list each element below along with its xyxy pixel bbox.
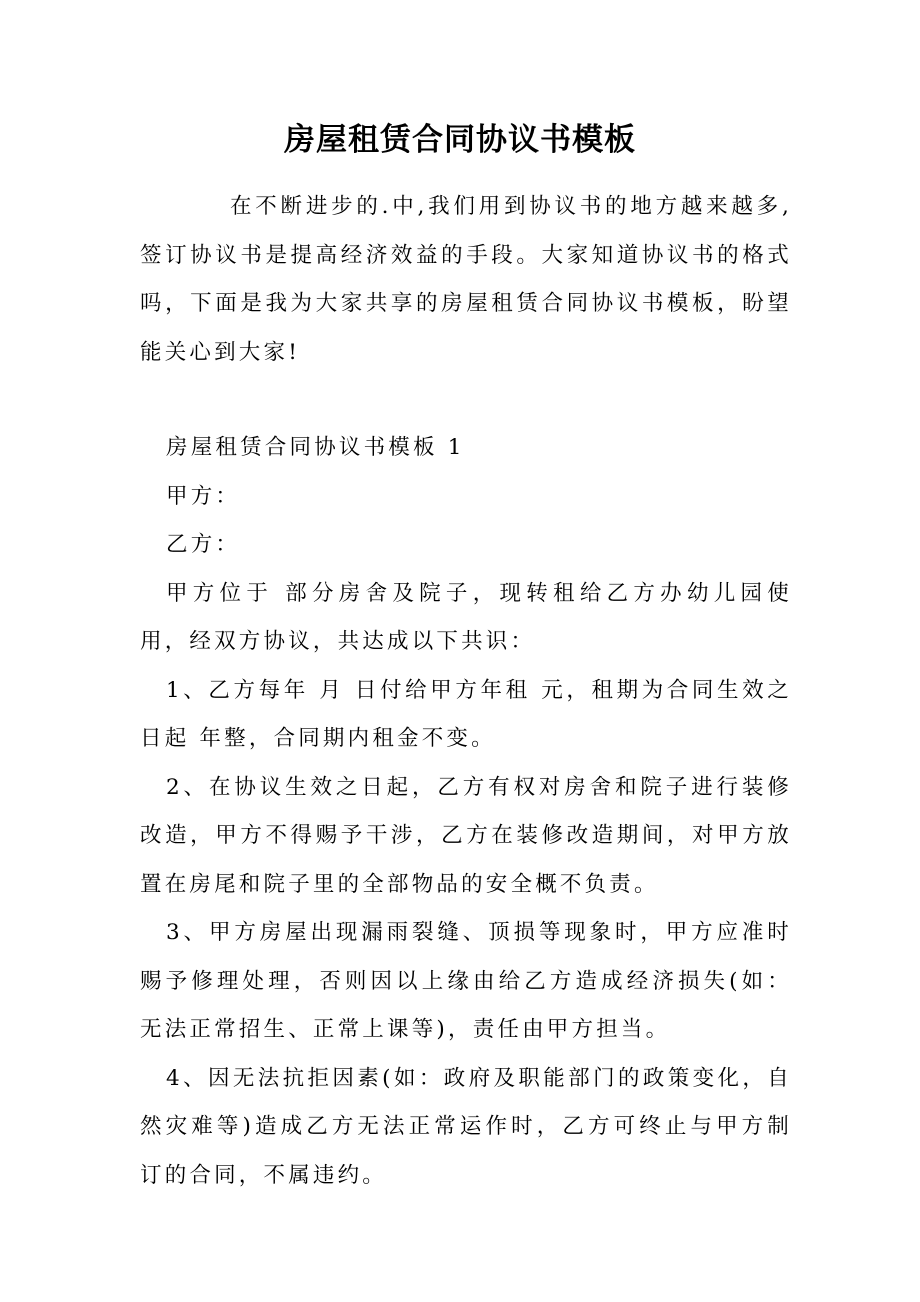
party-b-label: 乙方： bbox=[166, 532, 241, 557]
document-title: 房屋租赁合同协议书模板 bbox=[284, 122, 636, 158]
party-a-label: 甲方： bbox=[166, 483, 241, 509]
intro-paragraph: 在不断进步的.中,我们用到协议书的地方越来越多,签订协议书是提高经济效益的手段。大家知道协议书的格式吗，下面是我为大家共享的房屋租赁合同协议书模板，盼望能关心到大家! bbox=[140, 194, 792, 365]
preamble-paragraph: 甲方位于 部分房舍及院子，现转租给乙方办幼儿园使用，经双方协议，共达成以下共识： bbox=[140, 580, 792, 654]
section-heading: 房屋租赁合同协议书模板 1 bbox=[166, 435, 465, 460]
clause-4: 4、因无法抗拒因素(如：政府及职能部门的政策变化，自然灾难等)造成乙方无法正常运作时，乙方可终止与甲方制订的合同，不属违约。 bbox=[140, 1065, 792, 1188]
clause-3: 3、甲方房屋出现漏雨裂缝、顶损等现象时，甲方应准时赐予修理处理，否则因以上缘由给乙方造成经济损失(如：无法正常招生、正常上课等)，责任由甲方担当。 bbox=[140, 920, 792, 1042]
contract-section bbox=[140, 424, 792, 1200]
clause-1: 1、乙方每年 月 日付给甲方年租 元，租期为合同生效之日起 年整，合同期内租金不变。 bbox=[140, 677, 792, 751]
clause-2: 2、在协议生效之日起，乙方有权对房舍和院子进行装修改造，甲方不得赐予干涉，乙方在装修改造期间，对甲方放置在房尾和院子里的全部物品的安全概不负责。 bbox=[140, 774, 792, 897]
